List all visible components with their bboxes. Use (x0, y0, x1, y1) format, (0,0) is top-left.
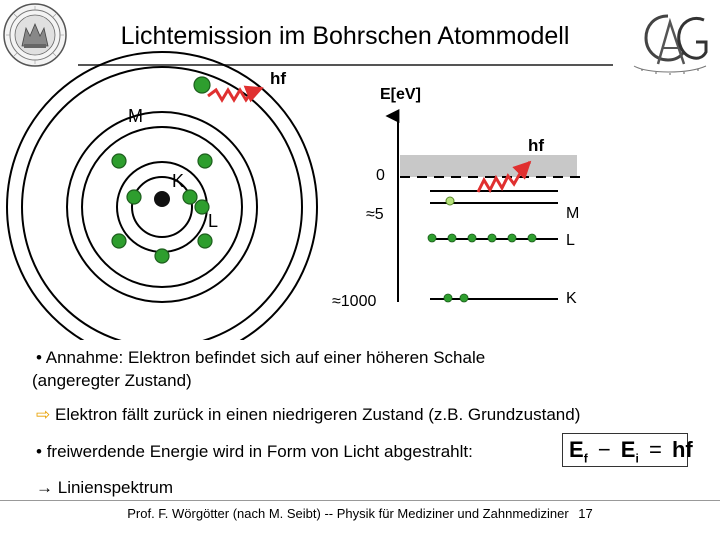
continuum-band (400, 155, 577, 177)
level-shell-m: M (566, 205, 580, 222)
level-value-zero: 0 (376, 167, 385, 184)
bullet-continuation: (angeregter Zustand) (32, 371, 192, 390)
electron-level-l (488, 234, 496, 242)
electron-level-l (528, 234, 536, 242)
formula-equals: = (648, 437, 662, 462)
bullet-marker: • (36, 348, 42, 367)
bullet-text: Annahme: Elektron befindet sich auf einer höheren Schale (45, 348, 486, 367)
bullet-text: Elektron fällt zurück in einen niedrigeren Zustand (z.B. Grundzustand) (54, 405, 581, 424)
formula-ef: E (569, 437, 584, 462)
atom-model (7, 52, 317, 340)
electron-k (127, 190, 141, 204)
shell-label-k: K (172, 171, 185, 191)
electron-k (183, 190, 197, 204)
formula-box (562, 433, 693, 467)
arrow-right-icon: → (36, 478, 53, 497)
page-number: 17 (578, 506, 593, 521)
formula-sub-f: f (583, 451, 588, 466)
bullet-text: freiwerdende Energie wird in Form von Licht abgestrahlt: (46, 442, 473, 461)
bullet-text: Linienspektrum (57, 478, 174, 497)
shell-label-l: L (208, 211, 219, 231)
electron-level-k (444, 294, 452, 302)
bullet-transition (36, 403, 580, 426)
emitting-electron-m (194, 77, 210, 93)
electron-l (198, 234, 212, 248)
electron-l (155, 249, 169, 263)
footer-text: Prof. F. Wörgötter (nach M. Seibt) -- Physik für Mediziner und Zahnmediziner (127, 506, 569, 521)
electron-level-l (508, 234, 516, 242)
footer-rule (0, 500, 720, 501)
emitted-photon-wave (208, 88, 262, 100)
electron-l (112, 234, 126, 248)
level-shell-k: K (566, 290, 577, 307)
shell-label-m: M (128, 106, 143, 126)
electron-level-l (448, 234, 456, 242)
bullet-assumption (32, 346, 486, 392)
hollow-arrow-icon: ⇨ (36, 405, 51, 424)
nucleus (154, 191, 170, 207)
bullet-energy-release (36, 440, 473, 463)
electron-level-l (428, 234, 436, 242)
electron-level-l (468, 234, 476, 242)
formula-ei: E (620, 437, 636, 462)
electron-level-k (460, 294, 468, 302)
slide-footer (0, 506, 720, 521)
formula-sub-i: i (635, 451, 639, 466)
atom-photon-label: hf (270, 69, 287, 88)
energy-axis-label: E[eV] (380, 86, 421, 103)
electron-l (195, 200, 209, 214)
formula-minus: − (597, 437, 611, 462)
electron-l (112, 154, 126, 168)
level-value-k: ≈1000 (332, 293, 377, 310)
electron-l (198, 154, 212, 168)
bullet-marker: • (36, 442, 42, 461)
slide-title: Lichtemission im Bohrschen Atommodell (120, 22, 570, 50)
level-shell-l: L (566, 232, 575, 249)
formula-hf: hf (671, 437, 693, 462)
bullet-line-spectrum (36, 476, 173, 499)
level-value-m: ≈5 (366, 206, 384, 223)
excited-electron (446, 197, 454, 205)
energy-diagram (398, 116, 585, 302)
energy-photon-label: hf (528, 136, 545, 155)
